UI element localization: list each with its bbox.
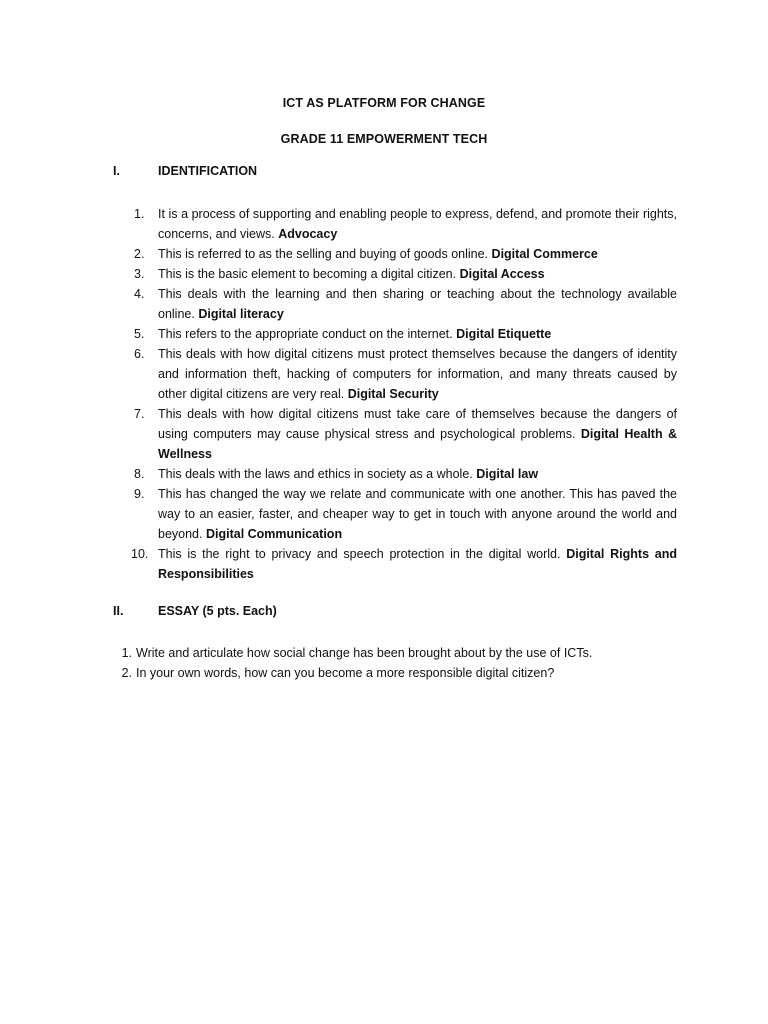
section-numeral: I. [113, 164, 120, 178]
list-item [121, 643, 696, 663]
item-number: 1. [134, 207, 145, 221]
list-item [134, 484, 677, 544]
essay-question-text: In your own words, how can you become a more responsible digital citizen? [136, 666, 555, 680]
answer-text: Digital Health & Wellness [158, 427, 677, 461]
essay-question-text: Write and articulate how social change has been brought about by the use of ICTs. [136, 646, 593, 660]
answer-text: Digital Commerce [491, 247, 598, 261]
section-title: IDENTIFICATION [158, 164, 258, 178]
question-text: This is the right to privacy and speech protection in the digital world. [158, 547, 561, 561]
item-number: 1. [121, 646, 132, 660]
question-text: This deals with the laws and ethics in society as a whole. [158, 467, 473, 481]
item-number: 10. [131, 547, 149, 561]
list-item [134, 284, 677, 324]
item-number: 4. [134, 287, 145, 301]
item-number: 6. [134, 347, 145, 361]
answer-text: Digital law [476, 467, 539, 481]
essay-list [121, 643, 696, 683]
list-item [134, 204, 677, 244]
item-number: 2. [134, 247, 145, 261]
item-number: 2. [121, 666, 132, 680]
answer-text: Digital literacy [198, 307, 284, 321]
item-number: 5. [134, 327, 145, 341]
section-title: ESSAY (5 pts. Each) [158, 604, 277, 618]
section-numeral: II. [113, 604, 124, 618]
question-text: This deals with how digital citizens must protect themselves because the dangers of identity and information theft, hacking of computers for information, and many threats caused by other digital citizens are very real. [158, 347, 677, 401]
list-item [134, 464, 677, 484]
answer-text: Digital Etiquette [456, 327, 552, 341]
list-item [134, 264, 677, 284]
item-number: 9. [134, 487, 145, 501]
answer-text: Advocacy [278, 227, 338, 241]
list-item [121, 663, 696, 683]
document-subtitle: GRADE 11 EMPOWERMENT TECH [280, 132, 488, 146]
identification-list [131, 204, 677, 584]
question-text: This deals with how digital citizens must take care of themselves because the dangers of using computers may cause physical stress and psychological problems. [158, 407, 677, 441]
question-text: This deals with the learning and then sharing or teaching about the technology available online. [158, 287, 677, 321]
item-number: 8. [134, 467, 145, 481]
answer-text: Digital Security [347, 387, 439, 401]
item-number: 7. [134, 407, 145, 421]
list-item [134, 324, 677, 344]
question-text: This is referred to as the selling and buying of goods online. [158, 247, 489, 261]
list-item [134, 244, 677, 264]
document-title: ICT AS PLATFORM FOR CHANGE [282, 96, 486, 110]
question-text: It is a process of supporting and enabling people to express, defend, and promote their rights, concerns, and views. [158, 207, 677, 241]
answer-text: Digital Communication [205, 527, 343, 541]
list-item [131, 544, 677, 584]
list-item [134, 404, 677, 464]
question-text: This is the basic element to becoming a digital citizen. [158, 267, 457, 281]
list-item [134, 344, 677, 404]
question-text: This refers to the appropriate conduct on the internet. [158, 327, 453, 341]
question-text: This has changed the way we relate and communicate with one another. This has paved the way to an easier, faster, and cheaper way to get in touch with anyone around the world and beyond. [158, 487, 677, 541]
answer-text: Digital Rights and Responsibilities [158, 547, 677, 581]
answer-text: Digital Access [459, 267, 545, 281]
item-number: 3. [134, 267, 145, 281]
